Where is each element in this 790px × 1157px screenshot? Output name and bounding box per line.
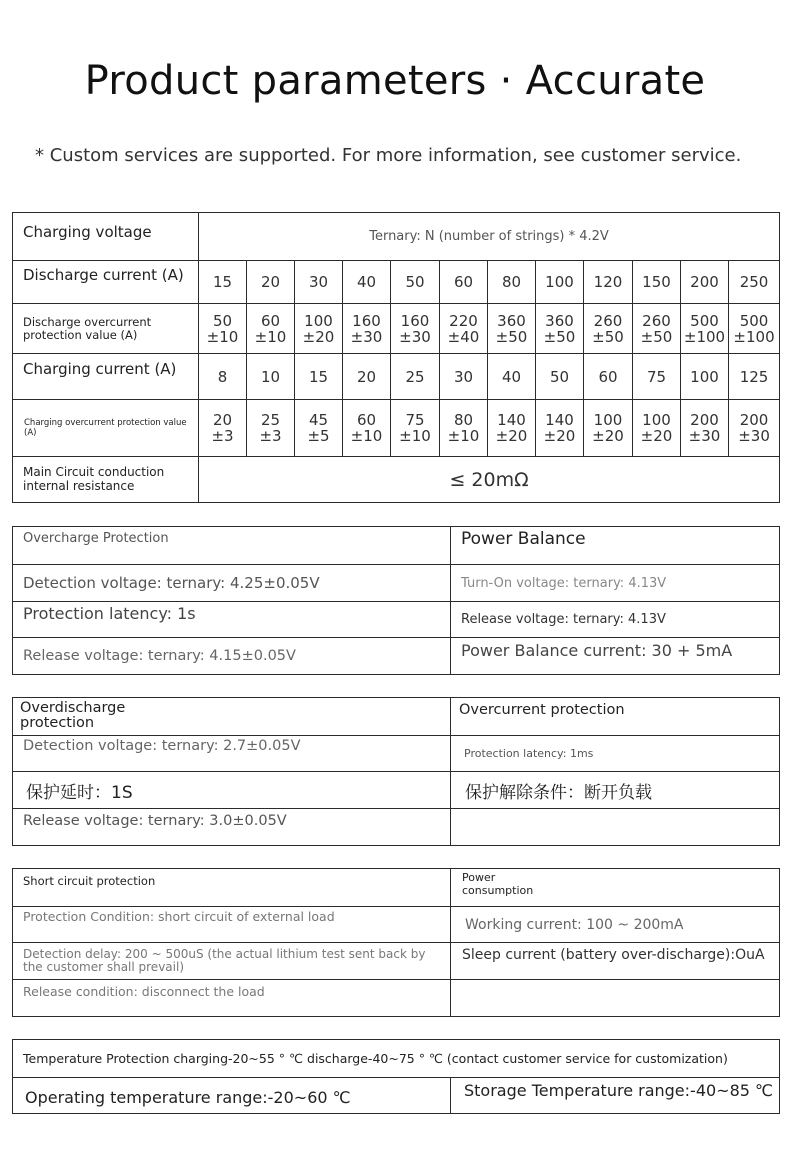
cocp-tolerance: ±30 xyxy=(738,427,770,445)
overdischarge-latency: 保护延时：1S xyxy=(13,772,451,809)
cocp-tolerance: ±20 xyxy=(592,427,624,445)
parameters-table xyxy=(12,212,780,503)
charging-ocp-label: Charging overcurrent protection value (A) xyxy=(13,400,199,457)
cocp-value: 25 xyxy=(260,411,281,429)
discharge-current-label: Discharge current (A) xyxy=(13,261,199,304)
docp-cell xyxy=(681,304,729,354)
custom-service-note: * Custom services are supported. For more information, see customer service. xyxy=(35,145,742,166)
cc-cell: 75 xyxy=(633,354,681,400)
overcharge-latency: Protection latency: 1s xyxy=(13,602,451,638)
cocp-cell xyxy=(681,400,729,457)
docp-value: 260 xyxy=(593,311,623,330)
docp-tolerance: ±10 xyxy=(254,327,287,346)
resistance-label: Main Circuit conduction internal resistance xyxy=(13,457,199,503)
overcharge-table xyxy=(12,526,780,675)
storage-temperature: Storage Temperature range:-40~85 ℃ xyxy=(451,1078,780,1114)
overdischarge-title: Overdischarge protection xyxy=(13,698,451,736)
dc-cell: 200 xyxy=(681,261,729,304)
dc-cell: 120 xyxy=(584,261,633,304)
docp-cell xyxy=(729,304,780,354)
docp-value: 100 xyxy=(304,311,333,330)
cocp-cell xyxy=(247,400,295,457)
docp-tolerance: ±20 xyxy=(302,327,335,346)
cocp-tolerance: ±5 xyxy=(307,427,330,445)
short-circuit-detection-delay: Detection delay: 200 ~ 500uS (the actual lithium test sent back by the customer shall prevail) xyxy=(13,943,451,980)
docp-cell xyxy=(295,304,343,354)
dc-cell: 50 xyxy=(391,261,440,304)
docp-tolerance: ±100 xyxy=(733,327,775,346)
power-consumption-empty-cell xyxy=(451,980,780,1017)
docp-value: 360 xyxy=(497,311,526,330)
overcharge-release-voltage: Release voltage: ternary: 4.15±0.05V xyxy=(13,638,451,675)
cc-cell: 20 xyxy=(343,354,391,400)
cocp-value: 60 xyxy=(356,411,377,429)
docp-value: 500 xyxy=(739,311,769,330)
docp-cell xyxy=(584,304,633,354)
docp-tolerance: ±50 xyxy=(592,327,624,346)
docp-cell xyxy=(391,304,440,354)
cocp-value: 100 xyxy=(593,411,623,429)
dc-cell: 30 xyxy=(295,261,343,304)
cocp-value: 200 xyxy=(739,411,769,429)
docp-cell xyxy=(536,304,584,354)
discharge-ocp-label: Discharge overcurrent protection value (A) xyxy=(13,304,199,354)
power-consumption-title: Power consumption xyxy=(451,869,780,907)
working-current: Working current: 100 ~ 200mA xyxy=(451,907,780,943)
cocp-value: 100 xyxy=(642,411,671,429)
sleep-current: Sleep current (battery over-discharge):OuA xyxy=(451,943,780,980)
overdischarge-detection-voltage: Detection voltage: ternary: 2.7±0.05V xyxy=(13,736,451,772)
dc-cell: 250 xyxy=(729,261,780,304)
overdischarge-table xyxy=(12,697,780,846)
short-circuit-condition: Protection Condition: short circuit of external load xyxy=(13,907,451,943)
docp-value: 260 xyxy=(642,311,671,330)
cocp-cell xyxy=(584,400,633,457)
cocp-tolerance: ±20 xyxy=(543,427,576,445)
charging-voltage-row xyxy=(13,213,780,261)
overcurrent-title: Overcurrent protection xyxy=(451,698,780,736)
cc-cell: 15 xyxy=(295,354,343,400)
page-title: Product parameters · Accurate xyxy=(84,58,706,104)
dc-cell: 80 xyxy=(488,261,536,304)
docp-tolerance: ±10 xyxy=(206,327,239,346)
overcharge-detection-voltage: Detection voltage: ternary: 4.25±0.05V xyxy=(13,565,451,602)
cocp-value: 80 xyxy=(453,411,474,429)
docp-cell xyxy=(633,304,681,354)
cocp-cell xyxy=(343,400,391,457)
cocp-cell xyxy=(295,400,343,457)
resistance-row xyxy=(13,457,780,503)
overcurrent-empty-cell xyxy=(451,809,780,846)
short-circuit-release-condition: Release condition: disconnect the load xyxy=(13,980,451,1017)
docp-tolerance: ±50 xyxy=(640,327,673,346)
docp-value: 50 xyxy=(212,311,233,330)
short-circuit-title: Short circuit protection xyxy=(13,869,451,907)
cocp-cell xyxy=(729,400,780,457)
cc-cell: 125 xyxy=(729,354,780,400)
dc-cell: 150 xyxy=(633,261,681,304)
docp-value: 500 xyxy=(690,311,719,330)
docp-tolerance: ±30 xyxy=(350,327,383,346)
charging-ocp-row xyxy=(13,400,780,457)
overcharge-title: Overcharge Protection xyxy=(13,527,451,565)
balance-current: Power Balance current: 30 + 5mA xyxy=(451,638,780,675)
cocp-cell xyxy=(391,400,440,457)
docp-cell xyxy=(199,304,247,354)
overcurrent-release-condition: 保护解除条件：断开负载 xyxy=(451,772,780,809)
charging-voltage-value: Ternary: N (number of strings) * 4.2V xyxy=(199,213,780,261)
cocp-tolerance: ±30 xyxy=(688,427,721,445)
cocp-value: 200 xyxy=(690,411,719,429)
docp-value: 360 xyxy=(545,311,574,330)
short-circuit-table xyxy=(12,868,780,1017)
discharge-ocp-row xyxy=(13,304,780,354)
docp-tolerance: ±50 xyxy=(543,327,576,346)
cc-cell: 8 xyxy=(199,354,247,400)
cocp-tolerance: ±10 xyxy=(399,427,431,445)
dc-cell: 100 xyxy=(536,261,584,304)
overcurrent-latency: Protection latency: 1ms xyxy=(451,736,780,772)
cc-cell: 100 xyxy=(681,354,729,400)
docp-value: 160 xyxy=(400,311,430,330)
dc-cell: 20 xyxy=(247,261,295,304)
dc-cell: 15 xyxy=(199,261,247,304)
cc-cell: 10 xyxy=(247,354,295,400)
docp-cell xyxy=(440,304,488,354)
charging-current-row xyxy=(13,354,780,400)
docp-value: 220 xyxy=(449,311,478,330)
cocp-tolerance: ±10 xyxy=(447,427,480,445)
temperature-protection: Temperature Protection charging-20~55 ° ℃ discharge-40~75 ° ℃ (contact customer service for customization) xyxy=(13,1040,780,1078)
cc-cell: 60 xyxy=(584,354,633,400)
docp-tolerance: ±100 xyxy=(683,327,726,346)
resistance-value: ≤ 20mΩ xyxy=(199,457,780,503)
discharge-current-row xyxy=(13,261,780,304)
balance-turn-on-voltage: Turn-On voltage: ternary: 4.13V xyxy=(451,565,780,602)
charging-voltage-label: Charging voltage xyxy=(13,213,199,261)
balance-release-voltage: Release voltage: ternary: 4.13V xyxy=(451,602,780,638)
cc-cell: 50 xyxy=(536,354,584,400)
cocp-tolerance: ±10 xyxy=(350,427,383,445)
cocp-cell xyxy=(633,400,681,457)
docp-value: 60 xyxy=(260,311,281,330)
overdischarge-release-voltage: Release voltage: ternary: 3.0±0.05V xyxy=(13,809,451,846)
cocp-value: 45 xyxy=(308,411,329,429)
power-balance-title: Power Balance xyxy=(451,527,780,565)
cocp-cell xyxy=(536,400,584,457)
cocp-tolerance: ±20 xyxy=(495,427,528,445)
cocp-cell xyxy=(488,400,536,457)
cocp-value: 140 xyxy=(497,411,526,429)
dc-cell: 40 xyxy=(343,261,391,304)
cocp-cell xyxy=(440,400,488,457)
cocp-cell xyxy=(199,400,247,457)
docp-cell xyxy=(247,304,295,354)
operating-temperature: Operating temperature range:-20~60 ℃ xyxy=(13,1078,451,1114)
cocp-value: 20 xyxy=(212,411,233,429)
cocp-tolerance: ±20 xyxy=(640,427,673,445)
charging-current-label: Charging current (A) xyxy=(13,354,199,400)
cocp-tolerance: ±3 xyxy=(211,427,234,445)
docp-cell xyxy=(488,304,536,354)
cocp-tolerance: ±3 xyxy=(259,427,282,445)
docp-value: 160 xyxy=(352,311,381,330)
docp-cell xyxy=(343,304,391,354)
cc-cell: 30 xyxy=(440,354,488,400)
cocp-value: 75 xyxy=(405,411,425,429)
docp-tolerance: ±40 xyxy=(447,327,480,346)
cc-cell: 25 xyxy=(391,354,440,400)
dc-cell: 60 xyxy=(440,261,488,304)
docp-tolerance: ±30 xyxy=(399,327,431,346)
temperature-table xyxy=(12,1039,780,1114)
docp-tolerance: ±50 xyxy=(495,327,528,346)
cocp-value: 140 xyxy=(545,411,574,429)
cc-cell: 40 xyxy=(488,354,536,400)
